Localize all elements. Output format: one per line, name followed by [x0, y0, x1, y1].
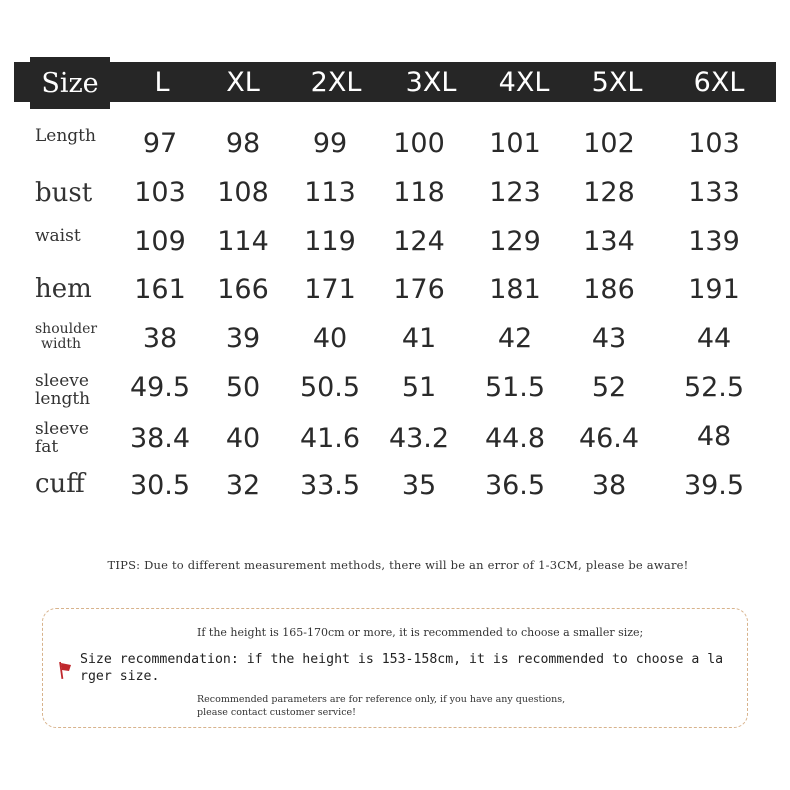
table-cell: 40 [225, 423, 261, 454]
row-label-waist: waist [35, 226, 81, 246]
table-cell: 35 [401, 470, 437, 501]
table-cell: 48 [696, 421, 732, 452]
column-header-3xl: 3XL [405, 66, 457, 98]
table-cell: 98 [225, 128, 261, 159]
table-cell: 44.8 [484, 423, 546, 454]
column-header-6xl: 6XL [693, 66, 745, 98]
table-cell: 118 [393, 177, 445, 208]
table-cell: 101 [489, 128, 541, 159]
table-cell: 42 [497, 323, 533, 354]
table-cell: 139 [688, 226, 740, 257]
table-cell: 50.5 [299, 372, 361, 403]
row-label-line: length [35, 388, 91, 409]
table-cell: 128 [583, 177, 635, 208]
table-cell: 46.4 [578, 423, 640, 454]
column-header-2xl: 2XL [310, 66, 362, 98]
table-cell: 32 [225, 470, 261, 501]
size-header-label: Size [30, 57, 110, 109]
table-cell: 124 [393, 226, 445, 257]
row-label-line: fat [35, 436, 59, 457]
row-label-line: sleeve [35, 371, 89, 391]
row-label-shoulder-width [35, 322, 97, 351]
table-cell: 119 [304, 226, 356, 257]
table-cell: 133 [688, 177, 740, 208]
table-cell: 52 [591, 372, 627, 403]
table-cell: 40 [312, 323, 348, 354]
table-cell: 113 [304, 177, 356, 208]
row-label-sleeve-fat [35, 421, 89, 457]
table-cell: 43 [591, 323, 627, 354]
table-cell: 43.2 [388, 423, 450, 454]
table-cell: 109 [134, 226, 186, 257]
row-label-sleeve-length [35, 373, 90, 409]
disclaimer-line: please contact customer service! [197, 707, 356, 718]
table-cell: 38 [591, 470, 627, 501]
row-label-length: Length [35, 126, 96, 146]
row-label-hem: hem [35, 274, 92, 304]
size-recommendation-line: rger size. [80, 669, 160, 684]
size-recommendation-text [80, 651, 740, 685]
table-cell: 38 [142, 323, 178, 354]
table-cell: 108 [217, 177, 269, 208]
row-label-cuff: cuff [35, 469, 85, 499]
table-cell: 166 [217, 274, 269, 305]
table-cell: 44 [696, 323, 732, 354]
row-label-bust: bust [35, 178, 93, 208]
table-cell: 114 [217, 226, 269, 257]
column-header-5xl: 5XL [591, 66, 643, 98]
table-cell: 191 [688, 274, 740, 305]
table-cell: 39.5 [683, 470, 745, 501]
recommendation-taller-note: If the height is 165-170cm or more, it is recommended to choose a smaller size; [197, 626, 644, 639]
table-cell: 51 [401, 372, 437, 403]
table-cell: 49.5 [129, 372, 191, 403]
table-cell: 41.6 [299, 423, 361, 454]
table-cell: 30.5 [129, 470, 191, 501]
table-cell: 51.5 [484, 372, 546, 403]
table-cell: 186 [583, 274, 635, 305]
row-label-line: shoulder [35, 321, 98, 337]
table-cell: 181 [489, 274, 541, 305]
table-cell: 171 [304, 274, 356, 305]
table-cell: 103 [688, 128, 740, 159]
table-cell: 38.4 [129, 423, 191, 454]
row-label-line: sleeve [35, 419, 89, 439]
size-recommendation-line: Size recommendation: if the height is 153-158cm, it is recommended to choose a la [80, 652, 724, 667]
table-cell: 176 [393, 274, 445, 305]
table-cell: 103 [134, 177, 186, 208]
table-cell: 97 [142, 128, 178, 159]
table-cell: 36.5 [484, 470, 546, 501]
column-header-4xl: 4XL [498, 66, 550, 98]
disclaimer-line: Recommended parameters are for reference only, if you have any questions, [197, 694, 566, 705]
column-header-xl: XL [226, 66, 260, 98]
table-cell: 123 [489, 177, 541, 208]
tips-note: TIPS: Due to different measurement methods, there will be an error of 1-3CM, please be aware! [107, 558, 689, 572]
table-cell: 102 [583, 128, 635, 159]
flag-icon [58, 659, 72, 681]
table-cell: 99 [312, 128, 348, 159]
table-cell: 50 [225, 372, 261, 403]
table-cell: 33.5 [299, 470, 361, 501]
table-cell: 100 [393, 128, 445, 159]
table-cell: 134 [583, 226, 635, 257]
recommendation-disclaimer [197, 693, 597, 719]
table-cell: 161 [134, 274, 186, 305]
row-label-line: width [41, 335, 82, 352]
table-cell: 41 [401, 323, 437, 354]
table-cell: 129 [489, 226, 541, 257]
column-header-l: L [154, 66, 170, 98]
table-cell: 52.5 [683, 372, 745, 403]
table-cell: 39 [225, 323, 261, 354]
